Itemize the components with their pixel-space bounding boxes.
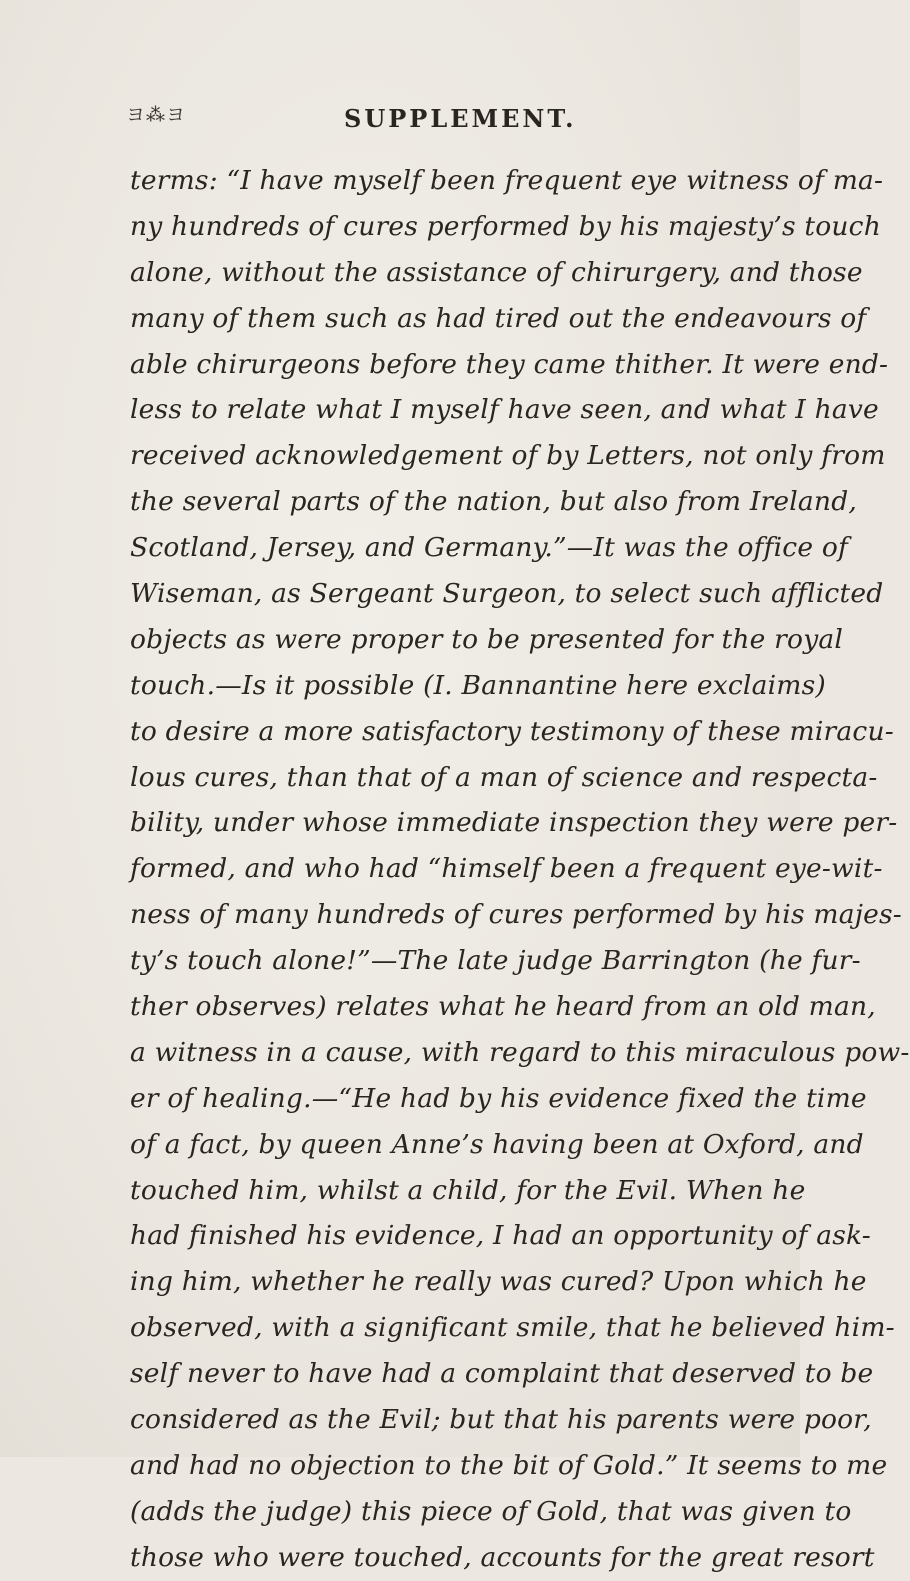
text-line: ty’s touch alone!”—The late judge Barrington (he fur- [130,945,861,977]
text-line: many of them such as had tired out the endeavours of [130,302,867,334]
text-line: those who were touched, accounts for the great resort [130,1541,875,1573]
text-line: er of healing.—“He had by his evidence fixed the time [130,1082,867,1114]
running-head: SUPPLEMENT. [344,104,577,133]
text-line: able chirurgeons before they came thither. It were end- [130,348,889,380]
text-line: Wiseman, as Sergeant Surgeon, to select such afflicted [130,578,884,610]
text-line: Scotland, Jersey, and Germany.”—It was the office of [130,532,849,564]
text-line: terms: “I have myself been frequent eye witness of ma- [130,165,884,196]
text-line: and had no objection to the bit of Gold.” It seems to me [130,1449,888,1481]
text-line: touched him, whilst a child, for the Evil. When he [130,1174,806,1206]
text-line: formed, and who had “himself been a frequent eye-wit- [130,853,883,885]
text-line: had finished his evidence, I had an opportunity of ask- [130,1220,871,1252]
text-line: considered as the Evil; but that his parents were poor, [130,1404,872,1436]
text-line: received acknowledgement of by Letters, not only from [130,440,886,472]
text-line: a witness in a cause, with regard to this miraculous pow- [130,1036,910,1068]
page-header [126,100,766,140]
text-line: ther observes) relates what he heard from an old man, [130,991,876,1023]
text-line: less to relate what I myself have seen, and what I have [130,394,879,426]
text-line: (adds the judge) this piece of Gold, that was given to [130,1495,852,1527]
text-line: bility, under whose immediate inspection they were per- [130,807,898,839]
text-line: observed, with a significant smile, that he believed him- [130,1312,895,1344]
text-line: ness of many hundreds of cures performed by his majes- [130,899,902,931]
text-line: ny hundreds of cures performed by his majesty’s touch [130,210,881,242]
text-line: to desire a more satisfactory testimony of these miracu- [130,715,894,747]
text-line: self never to have had a complaint that deserved to be [130,1358,874,1390]
body-text [130,158,910,1581]
text-line: ing him, whether he really was cured? Upon which he [130,1266,867,1298]
text-line: alone, without the assistance of chirurgery, and those [130,256,863,288]
text-line: lous cures, than that of a man of science and respecta- [130,761,878,793]
page-number: ヨ⁂ヨ [126,104,187,126]
text-line: objects as were proper to be presented for the royal [130,623,844,655]
text-line: touch.—Is it possible (I. Bannantine here exclaims) [130,669,826,701]
text-line: the several parts of the nation, but also from Ireland, [130,486,857,518]
text-line: of a fact, by queen Anne’s having been at Oxford, and [130,1128,864,1160]
